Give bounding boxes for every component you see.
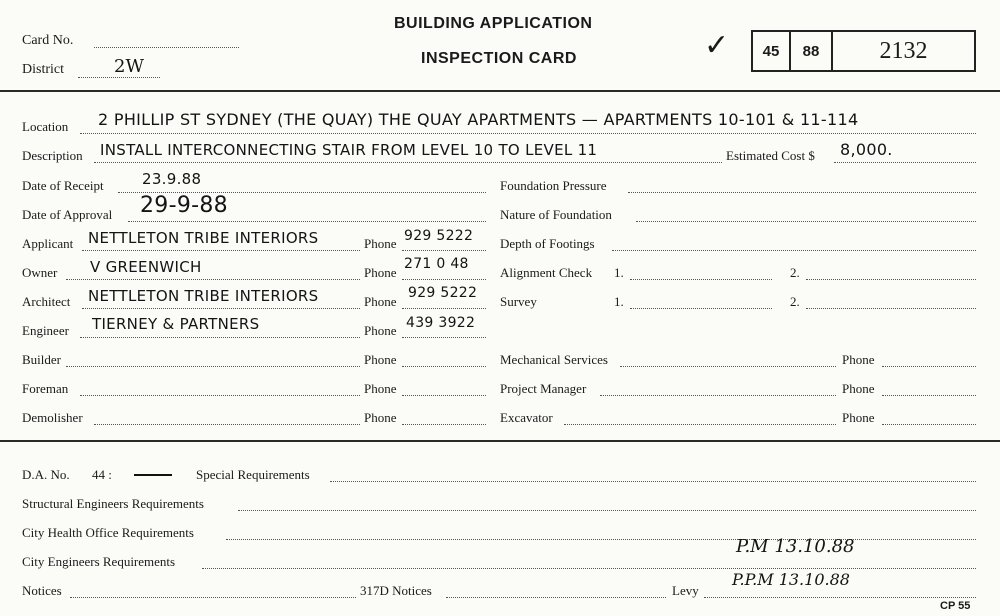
builder-label: Builder <box>22 352 61 367</box>
survey-line1 <box>630 308 772 309</box>
structural-requirements-line <box>238 510 976 511</box>
card-no-line <box>94 47 239 48</box>
alignment-line2 <box>806 279 976 280</box>
health-requirements-label: City Health Office Requirements <box>22 525 194 540</box>
project-manager-phone-line <box>882 395 976 396</box>
owner-value: V GREENWICH <box>90 258 202 276</box>
check-mark: ✓ <box>704 28 730 63</box>
survey-label: Survey <box>500 294 537 309</box>
description-line <box>94 162 722 163</box>
alignment-check-label: Alignment Check <box>500 265 593 280</box>
mechanical-services-line <box>620 366 836 367</box>
city-engineers-label: City Engineers Requirements <box>22 554 176 569</box>
estimated-cost-value: 8,000. <box>840 140 893 159</box>
description-value: INSTALL INTERCONNECTING STAIR FROM LEVEL 10 TO LEVEL 11 <box>100 141 598 159</box>
card-title-line2: INSPECTION CARD <box>421 50 577 67</box>
levy-line <box>704 597 976 598</box>
owner-phone-line <box>402 279 486 280</box>
structural-requirements-label: Structural Engineers Requirements <box>22 496 204 511</box>
description-label: Description <box>22 148 83 163</box>
engineer-label: Engineer <box>22 323 69 338</box>
da-dash-mark <box>134 474 172 476</box>
applicant-phone-label: Phone <box>364 236 397 251</box>
district-line <box>78 77 160 78</box>
da-no-value: 44 : <box>92 467 112 482</box>
engineer-line <box>80 337 360 338</box>
levy-signoff: P.P.M 13.10.88 <box>732 570 850 589</box>
date-receipt-value: 23.9.88 <box>142 170 202 188</box>
mechanical-phone-line <box>882 366 976 367</box>
date-approval-label: Date of Approval <box>22 207 113 222</box>
project-manager-line <box>600 395 836 396</box>
notices-317d-line <box>446 597 666 598</box>
location-label: Location <box>22 119 69 134</box>
survey-line2 <box>806 308 976 309</box>
alignment-line1 <box>630 279 772 280</box>
date-receipt-label: Date of Receipt <box>22 178 104 193</box>
box-cell-45: 45 <box>753 32 791 70</box>
form-code: CP 55 <box>940 600 971 612</box>
da-no-label: D.A. No. <box>22 467 70 482</box>
mechanical-phone-label: Phone <box>842 352 875 367</box>
special-requirements-line <box>330 481 976 482</box>
foundation-pressure-line <box>628 192 976 193</box>
location-line <box>80 133 976 134</box>
levy-label: Levy <box>672 583 699 598</box>
depth-footings-label: Depth of Footings <box>500 236 595 251</box>
owner-phone-value: 271 0 48 <box>404 256 469 272</box>
excavator-line <box>564 424 836 425</box>
owner-label: Owner <box>22 265 58 280</box>
builder-phone-label: Phone <box>364 352 397 367</box>
applicant-phone-value: 929 5222 <box>404 228 474 244</box>
mechanical-services-label: Mechanical Services <box>500 352 608 367</box>
excavator-label: Excavator <box>500 410 553 425</box>
box-cell-number: 2132 <box>879 37 928 64</box>
engineer-phone-label: Phone <box>364 323 397 338</box>
demolisher-label: Demolisher <box>22 410 83 425</box>
excavator-phone-label: Phone <box>842 410 875 425</box>
district-value: 2W <box>114 56 144 77</box>
depth-footings-line <box>612 250 976 251</box>
box-cell-88: 88 <box>791 32 833 70</box>
builder-phone-line <box>402 366 486 367</box>
applicant-line <box>82 250 360 251</box>
special-requirements-label: Special Requirements <box>196 467 310 482</box>
demolisher-phone-label: Phone <box>364 410 397 425</box>
city-engineers-signoff: P.M 13.10.88 <box>736 536 855 557</box>
engineer-phone-value: 439 3922 <box>406 315 476 331</box>
notices-317d-label: 317D Notices <box>360 583 432 598</box>
architect-value: NETTLETON TRIBE INTERIORS <box>88 287 319 305</box>
health-requirements-line <box>226 539 976 540</box>
city-engineers-line <box>202 568 976 569</box>
header-divider <box>0 90 1000 92</box>
architect-phone-value: 929 5222 <box>408 285 478 301</box>
requirements-divider <box>0 440 1000 442</box>
nature-foundation-line <box>636 221 976 222</box>
district-label: District <box>22 62 64 77</box>
architect-line <box>82 308 360 309</box>
alignment-num1: 1. <box>614 265 624 280</box>
foreman-phone-label: Phone <box>364 381 397 396</box>
card-no-label: Card No. <box>22 33 74 48</box>
demolisher-phone-line <box>402 424 486 425</box>
project-manager-label: Project Manager <box>500 381 587 396</box>
project-manager-phone-label: Phone <box>842 381 875 396</box>
date-approval-value: 29-9-88 <box>140 193 228 218</box>
estimated-cost-line <box>834 162 976 163</box>
applicant-value: NETTLETON TRIBE INTERIORS <box>88 229 319 247</box>
survey-num1: 1. <box>614 294 624 309</box>
architect-phone-line <box>402 308 486 309</box>
location-value: 2 PHILLIP ST SYDNEY (THE QUAY) THE QUAY APARTMENTS — APARTMENTS 10-101 & 11-114 <box>98 110 859 129</box>
builder-line <box>66 366 360 367</box>
notices-line <box>70 597 356 598</box>
date-approval-line <box>128 221 486 222</box>
card-title-line1: BUILDING APPLICATION <box>394 15 593 32</box>
estimated-cost-label: Estimated Cost $ <box>726 148 815 163</box>
survey-num2: 2. <box>790 294 800 309</box>
demolisher-line <box>94 424 360 425</box>
applicant-label: Applicant <box>22 236 74 251</box>
owner-line <box>66 279 360 280</box>
foreman-label: Foreman <box>22 381 69 396</box>
card-number-box <box>751 30 976 72</box>
foundation-pressure-label: Foundation Pressure <box>500 178 607 193</box>
alignment-num2: 2. <box>790 265 800 280</box>
excavator-phone-line <box>882 424 976 425</box>
foreman-line <box>80 395 360 396</box>
engineer-phone-line <box>402 337 486 338</box>
architect-label: Architect <box>22 294 71 309</box>
architect-phone-label: Phone <box>364 294 397 309</box>
applicant-phone-line <box>402 250 486 251</box>
owner-phone-label: Phone <box>364 265 397 280</box>
engineer-value: TIERNEY & PARTNERS <box>92 315 260 333</box>
foreman-phone-line <box>402 395 486 396</box>
notices-label: Notices <box>22 583 62 598</box>
nature-foundation-label: Nature of Foundation <box>500 207 612 222</box>
